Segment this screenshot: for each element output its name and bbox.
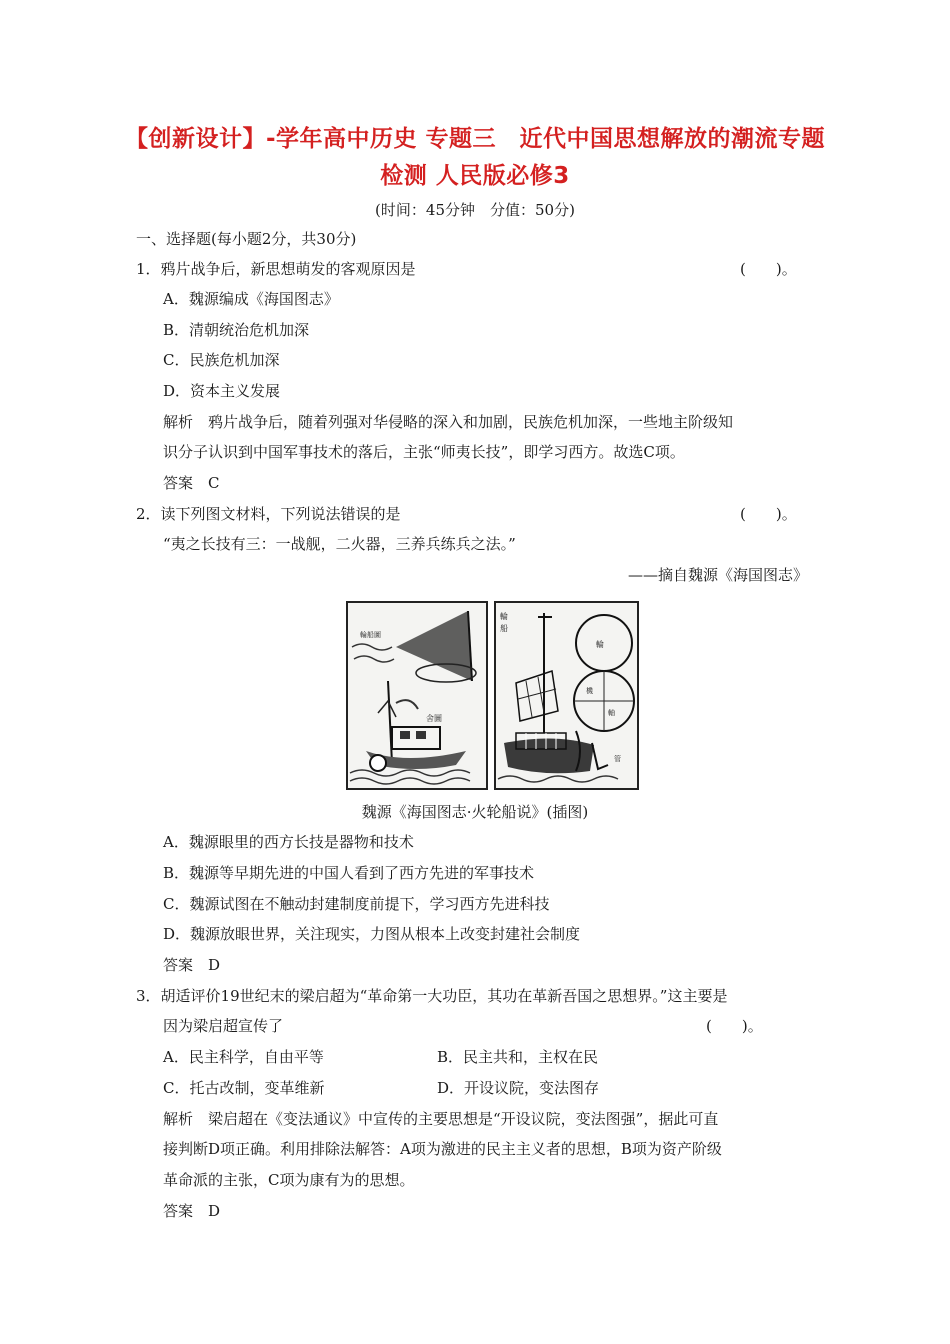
- q3-answer: 答案 D: [163, 1202, 221, 1220]
- q3-option-a: A．民主科学，自由平等: [163, 1048, 324, 1066]
- steamship-drawing-left: [348, 603, 486, 788]
- q3-option-b: B．民主共和，主权在民: [437, 1048, 599, 1066]
- q1-answer-blank: ( )。: [740, 260, 797, 278]
- svg-text:輪: 輪: [596, 640, 604, 649]
- steamship-illustration-left: [346, 601, 488, 790]
- steamship-illustration-right: [494, 601, 639, 790]
- svg-text:管: 管: [614, 755, 621, 763]
- svg-text:舍圖: 舍圖: [426, 714, 442, 723]
- q3-analysis-line-1: 解析 梁启超在《变法通议》中宣传的主要思想是“开设议院，变法图强”，据此可直: [163, 1110, 719, 1128]
- q1-option-b: B．清朝统治危机加深: [163, 321, 310, 339]
- section-heading: 一、选择题(每小题2分，共30分): [136, 230, 357, 248]
- q2-option-c: C．魏源试图在不触动封建制度前提下，学习西方先进科技: [163, 895, 550, 913]
- q2-stem: 2．读下列图文材料，下列说法错误的是: [136, 505, 401, 523]
- q2-answer-blank: ( )。: [740, 505, 797, 523]
- q1-option-a: A．魏源编成《海国图志》: [163, 290, 339, 308]
- svg-text:船: 船: [500, 624, 508, 633]
- q3-stem-line-1: 3．胡适评价19世纪末的梁启超为“革命第一大功臣，其功在革新吾国之思想界。”这主要是: [136, 987, 728, 1005]
- q3-option-d: D．开设议院，变法图存: [437, 1079, 600, 1097]
- svg-text:軸: 軸: [608, 709, 615, 717]
- q1-option-d: D．资本主义发展: [163, 382, 281, 400]
- svg-text:輪: 輪: [500, 612, 508, 621]
- q3-answer-blank: ( )。: [706, 1017, 763, 1035]
- q2-answer: 答案 D: [163, 956, 221, 974]
- q2-quote-source: ——摘自魏源《海国图志》: [627, 566, 808, 584]
- q1-option-c: C．民族危机加深: [163, 351, 280, 369]
- q3-analysis-line-2: 接判断D项正确。利用排除法解答：A项为激进的民主主义者的思想，B项为资产阶级: [163, 1140, 722, 1158]
- q3-analysis-line-3: 革命派的主张，C项为康有为的思想。: [163, 1171, 415, 1189]
- q2-figure-caption: 魏源《海国图志·火轮船说》(插图): [361, 803, 589, 821]
- exam-meta: (时间：45分钟 分值：50分): [375, 201, 575, 219]
- q1-stem: 1．鸦片战争后，新思想萌发的客观原因是: [136, 260, 416, 278]
- document-title-line-1: 【创新设计】-学年高中历史 专题三 近代中国思想解放的潮流专题: [124, 126, 826, 152]
- q3-stem-line-2: 因为梁启超宣传了: [163, 1017, 284, 1035]
- q1-answer: 答案 C: [163, 474, 220, 492]
- q1-analysis-line-1: 解析 鸦片战争后，随着列强对华侵略的深入和加剧，民族危机加深，一些地主阶级知: [163, 413, 734, 431]
- q2-option-d: D．魏源放眼世界，关注现实，力图从根本上改变封建社会制度: [163, 925, 581, 943]
- q1-analysis-line-2: 识分子认识到中国军事技术的落后，主张“师夷长技”，即学习西方。故选C项。: [163, 443, 685, 461]
- steamship-drawing-right: [496, 603, 637, 788]
- document-title-line-2: 检测 人民版必修3: [380, 163, 570, 189]
- svg-text:機: 機: [586, 687, 593, 695]
- q2-option-a: A．魏源眼里的西方长技是器物和技术: [163, 833, 414, 851]
- svg-text:輪船圖: 輪船圖: [360, 631, 381, 639]
- q3-option-c: C．托古改制，变革维新: [163, 1079, 325, 1097]
- q2-option-b: B．魏源等早期先进的中国人看到了西方先进的军事技术: [163, 864, 535, 882]
- q2-quote: “夷之长技有三：一战舰，二火器，三养兵练兵之法。”: [163, 535, 516, 553]
